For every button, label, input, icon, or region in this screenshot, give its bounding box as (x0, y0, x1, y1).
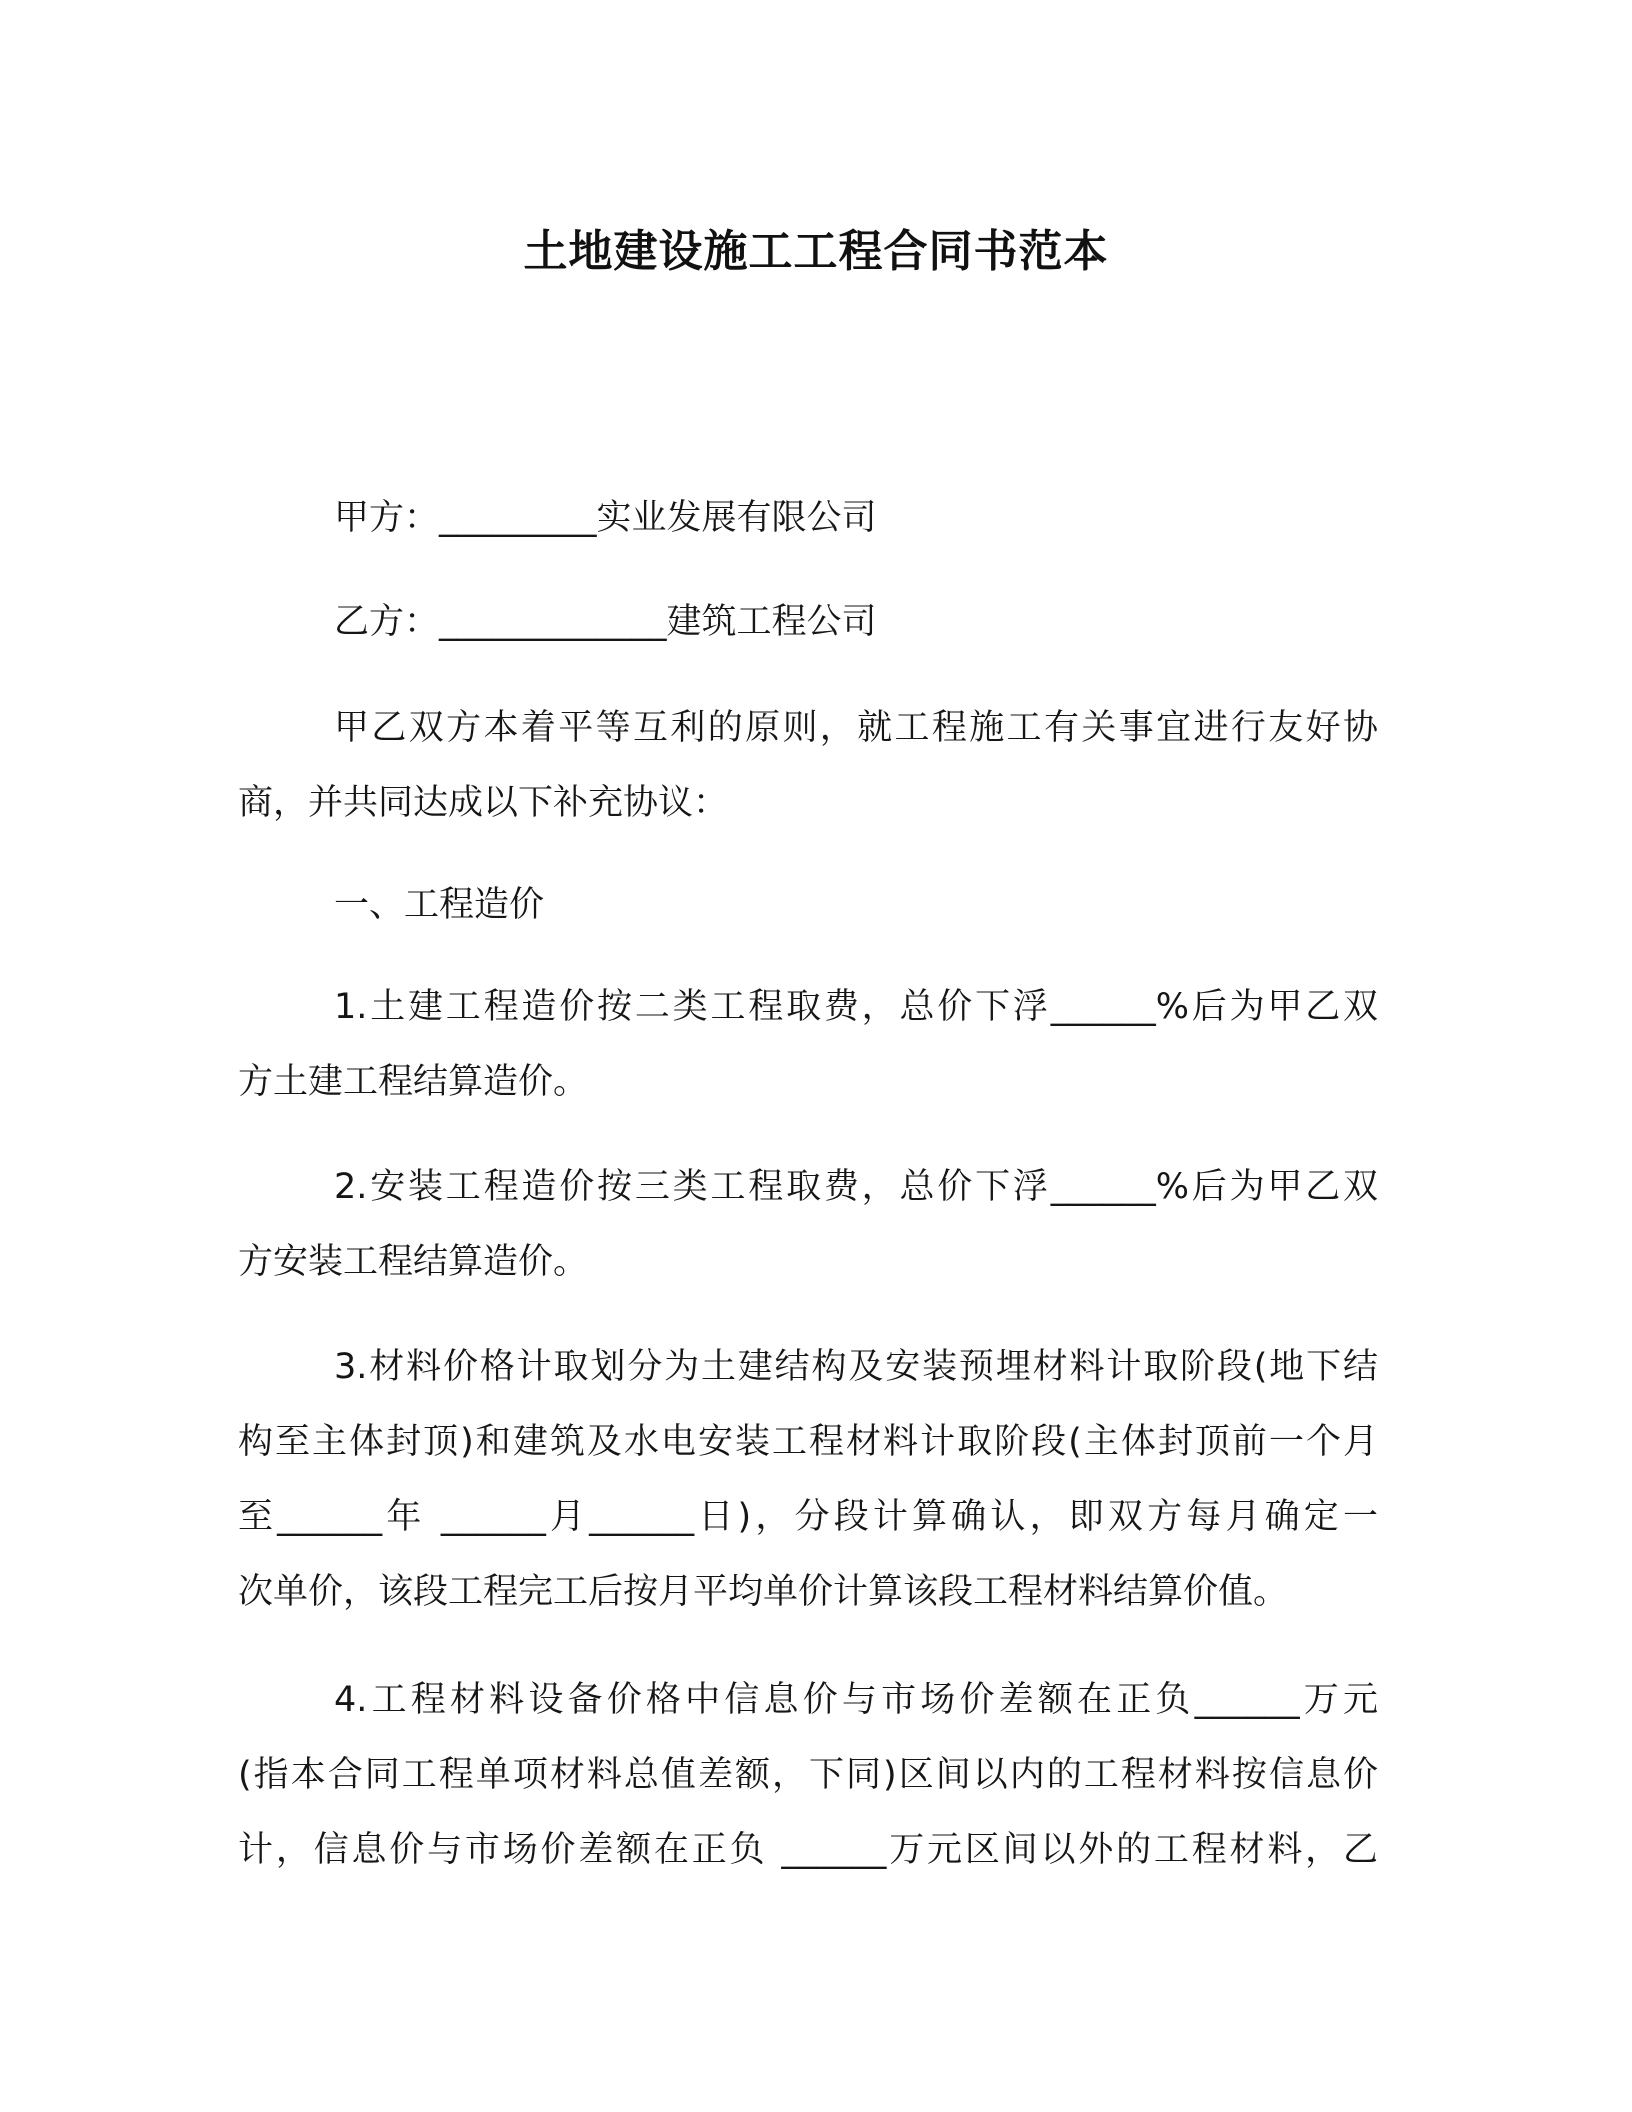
clause-3-line-2: 构至主体封顶)和建筑及水电安装工程材料计取阶段(主体封顶前一个月 (238, 1422, 1378, 1462)
clause-4-line-1: 4.工程材料设备价格中信息价与市场价差额在正负______万元 (334, 1680, 1378, 1720)
preamble-line-2: 商，并共同达成以下补充协议： (238, 783, 729, 823)
preamble-line-1: 甲乙双方本着平等互利的原则，就工程施工有关事宜进行友好协 (334, 708, 1378, 748)
clause-2-line-1: 2.安装工程造价按三类工程取费，总价下浮______%后为甲乙双 (334, 1167, 1378, 1207)
clause-1-line-2: 方土建工程结算造价。 (238, 1062, 589, 1102)
party-a-line: 甲方：_________实业发展有限公司 (334, 498, 877, 538)
clause-3-line-4: 次单价，该段工程完工后按月平均单价计算该段工程材料结算价值。 (238, 1572, 1289, 1612)
clause-1-line-1: 1.土建工程造价按二类工程取费，总价下浮______%后为甲乙双 (334, 987, 1378, 1027)
document-title: 土地建设施工工程合同书范本 (523, 226, 1109, 277)
clause-4-line-3: 计，信息价与市场价差额在正负 ______万元区间以外的工程材料，乙 (238, 1830, 1378, 1870)
clause-3-line-1: 3.材料价格计取划分为土建结构及安装预埋材料计取阶段(地下结 (334, 1347, 1378, 1387)
clause-4-line-2: (指本合同工程单项材料总值差额，下同)区间以内的工程材料按信息价 (238, 1755, 1378, 1795)
clause-3-line-3: 至______年 ______月______日)，分段计算确认，即双方每月确定一 (238, 1497, 1378, 1537)
party-b-line: 乙方：_____________建筑工程公司 (334, 602, 877, 642)
section-heading-cost: 一、工程造价 (334, 885, 545, 925)
clause-2-line-2: 方安装工程结算造价。 (238, 1242, 589, 1282)
